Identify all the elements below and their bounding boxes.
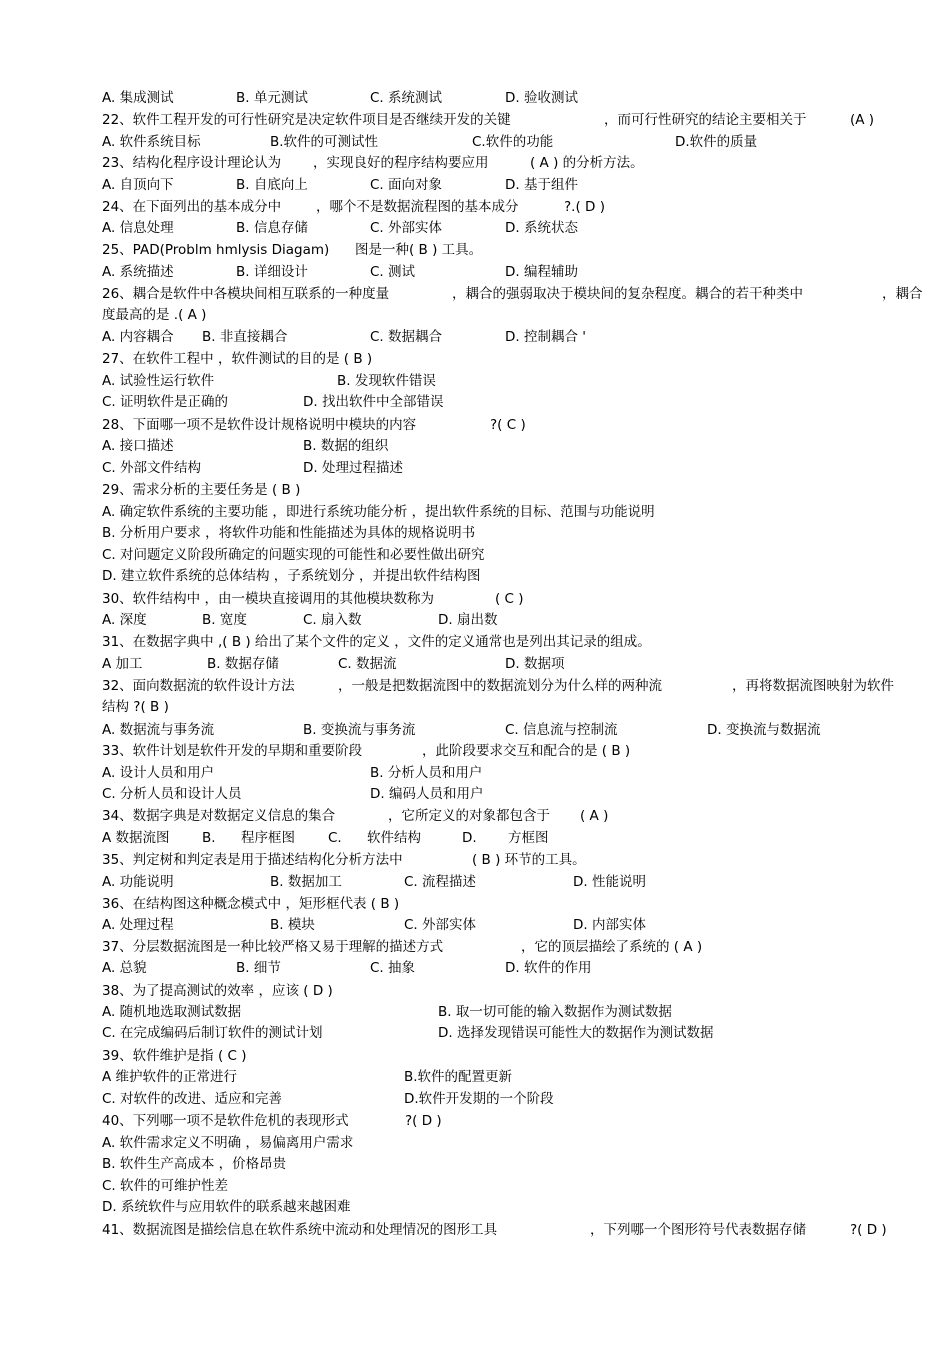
text-segment: C. 数据耦合 [370, 329, 443, 345]
text-segment: C. 面向对象 [370, 177, 443, 193]
text-segment: ，哪个不是数据流程图的基本成分 [316, 199, 519, 215]
text-segment: A. 数据流与事务流 [102, 722, 215, 738]
text-segment: ?( C ) [490, 417, 526, 433]
text-line [0, 218, 950, 238]
text-line [0, 392, 950, 412]
text-line [0, 806, 950, 826]
text-segment: D. 处理过程描述 [303, 460, 403, 476]
text-segment: C. 数据流 [338, 656, 397, 672]
text-segment: B. 模块 [270, 917, 315, 933]
text-segment: D. 建立软件系统的总体结构 ，子系统划分 ，并提出软件结构图 [102, 568, 481, 584]
text-segment: 30、软件结构中 ，由一模块直接调用的其他模块数称为 [102, 591, 434, 607]
text-segment: 度最高的是 .( A ) [102, 307, 207, 323]
text-segment: A. 内容耦合 [102, 329, 174, 345]
text-segment: B. 软件生产高成本 ，价格昂贵 [102, 1156, 287, 1172]
text-line [0, 1176, 950, 1196]
text-segment: C. 外部文件结构 [102, 460, 202, 476]
text-segment: A. 信息处理 [102, 220, 174, 236]
text-line [0, 915, 950, 935]
text-segment: 27、在软件工程中 ，软件测试的目的是 ( B ) [102, 351, 373, 367]
text-segment: D.软件的质量 [675, 134, 758, 150]
text-segment: ，此阶段要求交互和配合的是 ( B ) [422, 743, 631, 759]
text-segment: ，它的顶层描绘了系统的 ( A ) [521, 939, 703, 955]
text-segment: ?( D ) [850, 1222, 887, 1238]
text-segment: A. 随机地选取测试数据 [102, 1004, 242, 1020]
text-segment: 40、下列哪一项不是软件危机的表现形式 [102, 1113, 349, 1129]
text-line [0, 981, 950, 1001]
text-line [0, 1067, 950, 1087]
text-segment: C. 分析人员和设计人员 [102, 786, 242, 802]
text-segment: B. 变换流与事务流 [303, 722, 416, 738]
text-segment: 28、下面哪一项不是软件设计规格说明中模块的内容 [102, 417, 417, 433]
text-segment: A 加工 [102, 656, 143, 672]
text-segment: ，实现良好的程序结构要应用 [313, 155, 489, 171]
text-segment: B. 信息存储 [236, 220, 308, 236]
text-line [0, 828, 950, 848]
text-segment: D. 变换流与数据流 [707, 722, 821, 738]
text-segment: C. 系统测试 [370, 90, 443, 106]
text-segment: 程序框图 [241, 830, 295, 846]
text-line [0, 436, 950, 456]
text-segment: A. 集成测试 [102, 90, 174, 106]
text-segment: B. 宽度 [202, 612, 247, 628]
text-segment: 38、为了提高测试的效率 ，应该 ( D ) [102, 983, 333, 999]
text-segment: D. 控制耦合 ' [505, 329, 586, 345]
text-line [0, 132, 950, 152]
text-line [0, 1154, 950, 1174]
text-segment: 35、判定树和判定表是用于描述结构化分析方法中 [102, 852, 403, 868]
text-segment: ，一般是把数据流图中的数据流划分为什么样的两种流 [338, 678, 662, 694]
text-segment: A. 接口描述 [102, 438, 174, 454]
text-line [0, 88, 950, 108]
text-line [0, 1023, 950, 1043]
text-segment: 26、耦合是软件中各模块间相互联系的一种度量 [102, 286, 390, 302]
text-segment: ，耦合 [882, 286, 923, 302]
text-segment: 34、数据字典是对数据定义信息的集合 [102, 808, 336, 824]
text-segment: D. 选择发现错误可能性大的数据作为测试数据 [438, 1025, 714, 1041]
text-segment: A. 系统描述 [102, 264, 174, 280]
text-segment: C. 信息流与控制流 [505, 722, 618, 738]
text-segment: 32、面向数据流的软件设计方法 [102, 678, 295, 694]
text-line [0, 153, 950, 173]
text-segment: D. 基于组件 [505, 177, 578, 193]
text-segment: 25、PAD(Problm hmlysis Diagam) [102, 242, 330, 258]
text-segment: ，再将数据流图映射为软件 [732, 678, 894, 694]
text-segment: 36、在结构图这种概念模式中 ，矩形框代表 ( B ) [102, 896, 400, 912]
text-line [0, 566, 950, 586]
text-segment: A. 处理过程 [102, 917, 174, 933]
text-segment: A. 设计人员和用户 [102, 765, 215, 781]
text-segment: ( A ) 的分析方法。 [530, 155, 644, 171]
text-segment: 29、需求分析的主要任务是 ( B ) [102, 482, 301, 498]
text-line [0, 632, 950, 652]
text-segment: 37、分层数据流图是一种比较严格又易于理解的描述方式 [102, 939, 444, 955]
text-line [0, 1220, 950, 1240]
text-segment: D. 系统软件与应用软件的联系越来越困难 [102, 1199, 351, 1215]
text-segment: 结构 ?( B ) [102, 699, 169, 715]
text-segment: A. 软件系统目标 [102, 134, 201, 150]
text-line [0, 415, 950, 435]
text-line [0, 610, 950, 630]
text-segment: D. [462, 830, 477, 846]
text-segment: A. 试验性运行软件 [102, 373, 215, 389]
text-line [0, 523, 950, 543]
text-line [0, 480, 950, 500]
text-line [0, 784, 950, 804]
text-segment: C. 外部实体 [404, 917, 477, 933]
text-segment: 图是一种( B ) 工具。 [355, 242, 483, 258]
text-line [0, 937, 950, 957]
text-segment: ，而可行性研究的结论主要相关于 [604, 112, 807, 128]
text-segment: D. 找出软件中全部错误 [303, 394, 444, 410]
text-segment: C. 测试 [370, 264, 416, 280]
text-segment: C. 对软件的改进、适应和完善 [102, 1091, 283, 1107]
text-line [0, 654, 950, 674]
text-line [0, 545, 950, 565]
text-segment: ?.( D ) [564, 199, 605, 215]
text-line [0, 327, 950, 347]
text-line [0, 175, 950, 195]
text-segment: 方框图 [508, 830, 549, 846]
text-segment: D. 性能说明 [573, 874, 646, 890]
text-segment: B. 取一切可能的输入数据作为测试数据 [438, 1004, 672, 1020]
text-segment: C. 软件的可维护性差 [102, 1178, 229, 1194]
text-line [0, 720, 950, 740]
text-line [0, 371, 950, 391]
text-line [0, 741, 950, 761]
text-segment: B. 数据存储 [207, 656, 279, 672]
text-segment: ，耦合的强弱取决于模块间的复杂程度。耦合的若干种类中 [452, 286, 803, 302]
text-segment: B. 分析人员和用户 [370, 765, 483, 781]
text-segment: 41、数据流图是描绘信息在软件系统中流动和处理情况的图形工具 [102, 1222, 498, 1238]
text-line [0, 305, 950, 325]
text-segment: B. 非直接耦合 [202, 329, 288, 345]
text-segment: D. 数据项 [505, 656, 565, 672]
text-segment: 24、在下面列出的基本成分中 [102, 199, 282, 215]
text-segment: 23、结构化程序设计理论认为 [102, 155, 282, 171]
text-line [0, 1046, 950, 1066]
text-segment: B.软件的配置更新 [404, 1069, 513, 1085]
text-segment: B.软件的可测试性 [270, 134, 379, 150]
text-segment: A. 自顶向下 [102, 177, 174, 193]
text-segment: B. 细节 [236, 960, 281, 976]
text-segment: B. 发现软件错误 [337, 373, 436, 389]
text-segment: C. 抽象 [370, 960, 416, 976]
text-line [0, 850, 950, 870]
text-segment: C. 证明软件是正确的 [102, 394, 229, 410]
text-segment: D. 编码人员和用户 [370, 786, 484, 802]
text-segment: A 维护软件的正常进行 [102, 1069, 238, 1085]
text-segment: B. 自底向上 [236, 177, 308, 193]
text-segment: 22、软件工程开发的可行性研究是决定软件项目是否继续开发的关键 [102, 112, 511, 128]
text-segment: A. 确定软件系统的主要功能 ，即进行系统功能分析 ，提出软件系统的目标、范围与功能说明 [102, 504, 655, 520]
text-segment: D. 编程辅助 [505, 264, 578, 280]
text-line [0, 1133, 950, 1153]
text-line [0, 262, 950, 282]
text-segment: D. 内部实体 [573, 917, 646, 933]
text-line [0, 1089, 950, 1109]
text-line [0, 589, 950, 609]
text-segment: ，下列哪一个图形符号代表数据存储 [590, 1222, 806, 1238]
text-segment: 软件结构 [367, 830, 421, 846]
text-segment: B. 数据的组织 [303, 438, 389, 454]
text-segment: C. [328, 830, 342, 846]
text-line [0, 872, 950, 892]
text-line [0, 676, 950, 696]
text-segment: D. 验收测试 [505, 90, 578, 106]
text-segment: C. 在完成编码后制订软件的测试计划 [102, 1025, 323, 1041]
text-segment: C.软件的功能 [472, 134, 554, 150]
text-line [0, 1111, 950, 1131]
text-segment: ?( D ) [405, 1113, 442, 1129]
text-line [0, 1197, 950, 1217]
text-segment: 33、软件计划是软件开发的早期和重要阶段 [102, 743, 363, 759]
text-segment: C. 外部实体 [370, 220, 443, 236]
text-line [0, 458, 950, 478]
text-segment: B. 详细设计 [236, 264, 308, 280]
text-segment: ( A ) [580, 808, 609, 824]
text-segment: A. 总貌 [102, 960, 147, 976]
text-segment: A. 功能说明 [102, 874, 174, 890]
text-segment: A. 软件需求定义不明确 ，易偏离用户需求 [102, 1135, 354, 1151]
text-line [0, 110, 950, 130]
text-line [0, 1002, 950, 1022]
text-segment: ( B ) 环节的工具。 [472, 852, 586, 868]
text-segment: B. 分析用户要求 ，将软件功能和性能描述为具体的规格说明书 [102, 525, 476, 541]
text-segment: B. [202, 830, 216, 846]
text-segment: D. 软件的作用 [505, 960, 592, 976]
text-segment: C. 对问题定义阶段所确定的问题实现的可能性和必要性做出研究 [102, 547, 485, 563]
text-line [0, 894, 950, 914]
text-segment: C. 流程描述 [404, 874, 477, 890]
text-segment: ( C ) [495, 591, 524, 607]
text-segment: B. 数据加工 [270, 874, 342, 890]
text-line [0, 502, 950, 522]
text-segment: D. 扇出数 [438, 612, 498, 628]
text-segment: (A ) [850, 112, 875, 128]
text-line [0, 197, 950, 217]
text-line [0, 349, 950, 369]
text-segment: A. 深度 [102, 612, 147, 628]
text-segment: ，它所定义的对象都包含于 [388, 808, 550, 824]
text-segment: C. 扇入数 [303, 612, 362, 628]
text-segment: 39、软件维护是指 ( C ) [102, 1048, 247, 1064]
text-segment: B. 单元测试 [236, 90, 308, 106]
text-segment: D.软件开发期的一个阶段 [404, 1091, 554, 1107]
text-line [0, 284, 950, 304]
text-line [0, 763, 950, 783]
text-segment: 31、在数据字典中 ,( B ) 给出了某个文件的定义 ，文件的定义通常也是列出其记录的组成。 [102, 634, 651, 650]
text-line [0, 240, 950, 260]
text-line [0, 958, 950, 978]
text-segment: D. 系统状态 [505, 220, 578, 236]
text-segment: A 数据流图 [102, 830, 170, 846]
text-line [0, 697, 950, 717]
